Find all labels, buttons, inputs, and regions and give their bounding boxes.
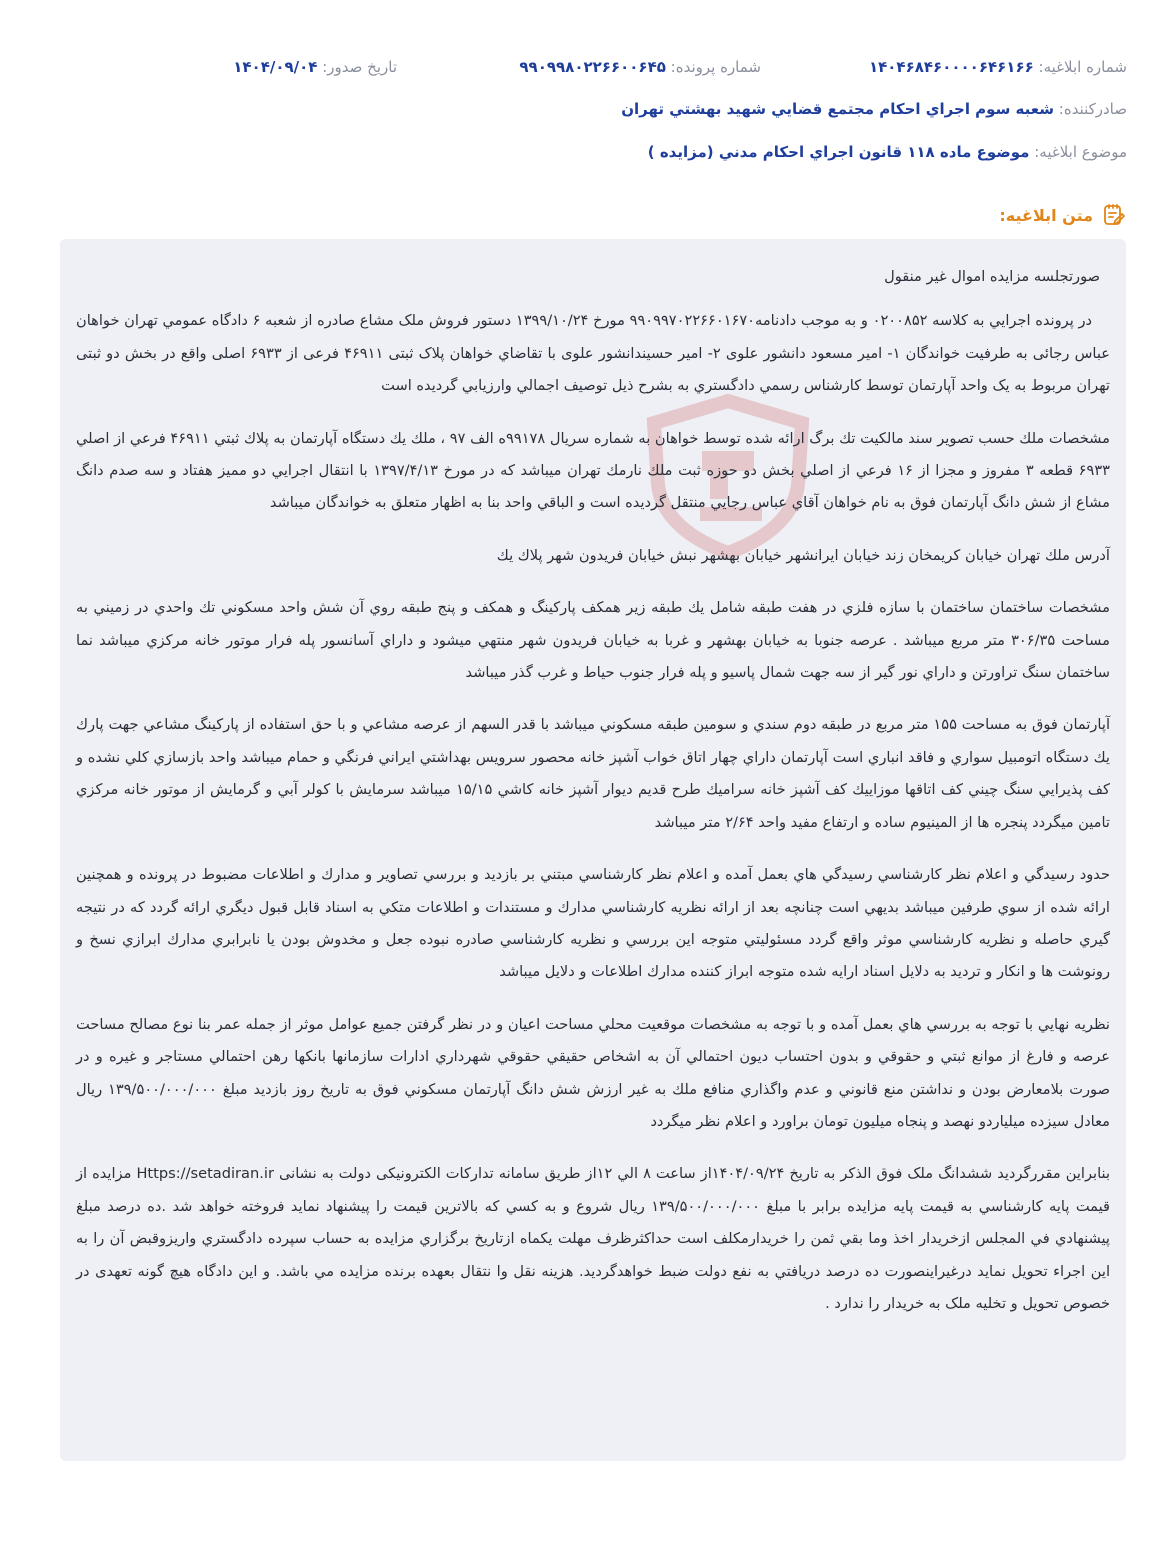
body-paragraph: آدرس ملك تهران خيابان كريمخان زند خيابان ايرانشهر خيابان بهشهر نبش خيابان فريدون شهر پلاك يك <box>496 546 1110 564</box>
body-paragraph: آپارتمان فوق به مساحت ۱۵۵ متر مربع در طبقه دوم سندي و سومين طبقه مسكوني ميباشد با قدر السهم از عرصه مشاعي و با حق استفاده از پاركينگ مشاعي جهت پارك يك دستگاه اتومبيل سواري و فاقد انباري است آپارتمان داراي چهار اتاق خواب آشپز خانه محصور سرويس بهداشتي ايراني فرنگي و حمام ميباشد واحد بازسازي كلي نشده و كف پذيرايي سنگ چيني كف اتاقها موزاييك كف آشپز خانه سراميك طرح قديم ديوار آشپز خانه كاشي ۱۵/۱۵ ميباشد سرمايش با كولر آبي و گرمايش از موتور خانه مركزي تامين ميگردد پنجره ها از المينيوم ساده و ارتفاع مفيد واحد ۲/۶۴ متر ميباشد <box>76 716 1110 831</box>
notice-body-panel <box>60 239 1126 1461</box>
section-title-text: متن ابلاغيه: <box>999 205 1093 225</box>
subject-value: موضوع ماده ۱۱۸ قانون اجراي احكام مدني (مزايده ) <box>647 143 1030 161</box>
body-paragraph: نظريه نهايي با توجه به بررسي هاي بعمل آمده و با توجه به مشخصات موقعيت محلي مساحت اعيان و در نظر گرفتن جميع عوامل موثر از جمله عمر بنا نوع مصالح مساحت عرصه و فارغ از موانع ثبتي و حقوقي و بدون احتساب ديون احتمالي آن به اشخاص حقيقي حقوقي شهرداري ادارات سازمانها بانكها رهن احتمالي مستاجر و غيره و در صورت بلامعارض بودن و نداشتن منع قانوني و عدم واگذاري منافع ملك به غير ارزش شش دانگ آپارتمان مسكوني فوق به تاريخ روز بازديد مبلغ ۱۳۹/۵۰۰/۰۰۰/۰۰۰ ريال معادل سيزده ميلياردو نهصد و پنجاه ميليون تومان براورد و اعلام نظر ميگردد <box>76 1015 1110 1130</box>
issue-date-value: ۱۴۰۴/۰۹/۰۴ <box>233 58 318 76</box>
issuer-label: صادرکننده: <box>1058 100 1127 118</box>
body-paragraph: حدود رسيدگي و اعلام نظر كارشناسي رسيدگي هاي بعمل آمده و اعلام نظر كارشناسي مبتني بر بازديد و بررسي تصاوير و مدارك و اطلاعات مضبوط در پرونده و همچنين ارائه شده از سوي طرفين ميباشد بديهي است چنانچه بعد از ارائه نظريه كارشناسي مدارك و مستندات و اطلاعات متكي به اسناد قابل قبول ديگري ارائه گردد كه در نتيجه گيري حاصله و نظريه كارشناسي موثر واقع گردد مسئوليتي متوجه اين بررسي و نظريه كارشناسي صادره نبوده جعل و مخدوش بودن يا نابرابري مدارك ابرازي نسخ و رونوشت ها و انكار و ترديد به دلايل اسناد ارايه شده متوجه ابراز كننده مدارك اطلاعات و دلايل ميباشد <box>76 866 1110 981</box>
issue-date-label: تاريخ صدور: <box>322 58 397 76</box>
notice-number-label: شماره ابلاغيه: <box>1038 58 1127 76</box>
body-paragraph: بنابراين مقررگرديد ششدانگ ملک فوق الذکر به تاريخ ۱۴۰۴/۰۹/۲۴از ساعت ۸ الي ۱۲از طريق سامانه تدارکات الکترونيکی دولت به نشانی Https://setadiran.ir مزايده از قيمت پايه كارشناسي به قيمت پايه مزايده برابر با مبلغ ۱۳۹/۵۰۰/۰۰۰/۰۰۰ ريال شروع و به كسي كه بالاترين قيمت را پيشنهاد نمايد فروخته خواهد شد .ده درصد مبلغ پيشنهادي في المجلس ازخريدار اخذ وما بقي ثمن را خريدارمكلف است حداكثرظرف مهلت يكماه ازتاريخ برگزاري مزايده به حساب سپرده دادگستري واريزوقبض آن را به اين اجراء تحويل نمايد درغيراينصورت ده درصد دريافتي به نفع دولت ضبط خواهدگرديد. هزينه نقل وا نتقال بعهده برنده مزايده مي باشد. و اين دادگاه هيچ گونه تعهدی در خصوص تحويل و تخليه ملک به خريدار را ندارد . <box>76 1165 1111 1312</box>
minutes-heading: صورتجلسه مزايده اموال غير منقول <box>884 268 1100 285</box>
notice-meta-row <box>40 58 1127 82</box>
notice-text-section-title <box>999 201 1127 229</box>
notice-number-value: ۱۴۰۴۶۸۴۶۰۰۰۰۶۴۶۱۶۶ <box>868 58 1034 76</box>
notice-number-field <box>869 58 1127 76</box>
subject-label: موضوع ابلاغيه: <box>1034 143 1127 161</box>
notice-body-text <box>76 261 1110 1320</box>
case-number-value: ۹۹۰۹۹۸۰۲۲۶۶۰۰۶۴۵ <box>519 58 666 76</box>
issuer-value: شعبه سوم اجراي احكام مجتمع قضايي شهيد بهشتي تهران <box>621 100 1054 118</box>
body-paragraph: مشخصات ملك حسب تصوير سند مالكيت تك برگ ارائه شده توسط خواهان به شماره سريال ۹۹۱۷۸ه الف ۹۷ ، ملك يك دستگاه آپارتمان به پلاك ثبتي ۴۶۹۱۱ فرعي از اصلي ۶۹۳۳ قطعه ۳ مفروز و مجزا از ۱۶ فرعي از اصلي بخش دو حوزه ثبت ملك نارمك تهران ميباشد كه در مورخ ۱۳۹۷/۴/۱۳ با انتقال اجرايي دو مميز هفتاد و سه صدم دانگ مشاع از شش دانگ آپارتمان فوق به نام خواهان آقاي عباس رجايي منتقل گرديده است و الباقي واحد بنا به اظهار متعلق به خواندگان ميباشد <box>76 429 1111 512</box>
issuer-field <box>40 100 1127 118</box>
body-paragraph: مشخصات ساختمان ساختمان با سازه فلزي در هفت طبقه شامل يك طبقه زير همكف پاركينگ و همكف و پنج طبقه روي آن شش واحد مسكوني تك واحدي در زميني به مساحت ۳۰۶/۳۵ متر مربع ميباشد . عرصه جنوبا به خيابان بهشهر و غربا به خيابان فريدون شهر منتهي ميشود و داراي آسانسور پله فرار موتور خانه مركزي ميباشد نما ساختمان سنگ تراورتن و داراي نور گير از سه جهت شمال پاسيو و پله فرار جنوب حياط و غرب گذر ميباشد <box>76 599 1110 682</box>
issue-date-field <box>233 58 397 76</box>
case-number-label: شماره پرونده: <box>670 58 761 76</box>
case-number-field <box>519 58 761 76</box>
document-edit-icon <box>1101 202 1127 228</box>
subject-field <box>40 143 1127 161</box>
body-paragraph: در پرونده اجرايي به كلاسه ۰۲۰۰۸۵۲ و به موجب دادنامه۹۹۰۹۹۷۰۲۲۶۶۰۱۶۷۰ مورخ ۱۳۹۹/۱۰/۲۴ دستور فروش ملک مشاع صادره از شعبه ۶ دادگاه عمومي تهران خواهان عباس رجائی به طرفيت خواندگان ۱- امير مسعود دانشور علوی ۲- امير حسيندانشور علوی با تقاضاي خواهان پلاک ثبتی ۴۶۹۱۱ فرعی از ۶۹۳۳ اصلی واقع در بخش دو ثبتی تهران مربوط به یک واحد آپارتمان توسط كارشناس رسمي دادگستري به بشرح ذيل توصيف اجمالي وارزيابي گرديده است <box>76 312 1110 395</box>
